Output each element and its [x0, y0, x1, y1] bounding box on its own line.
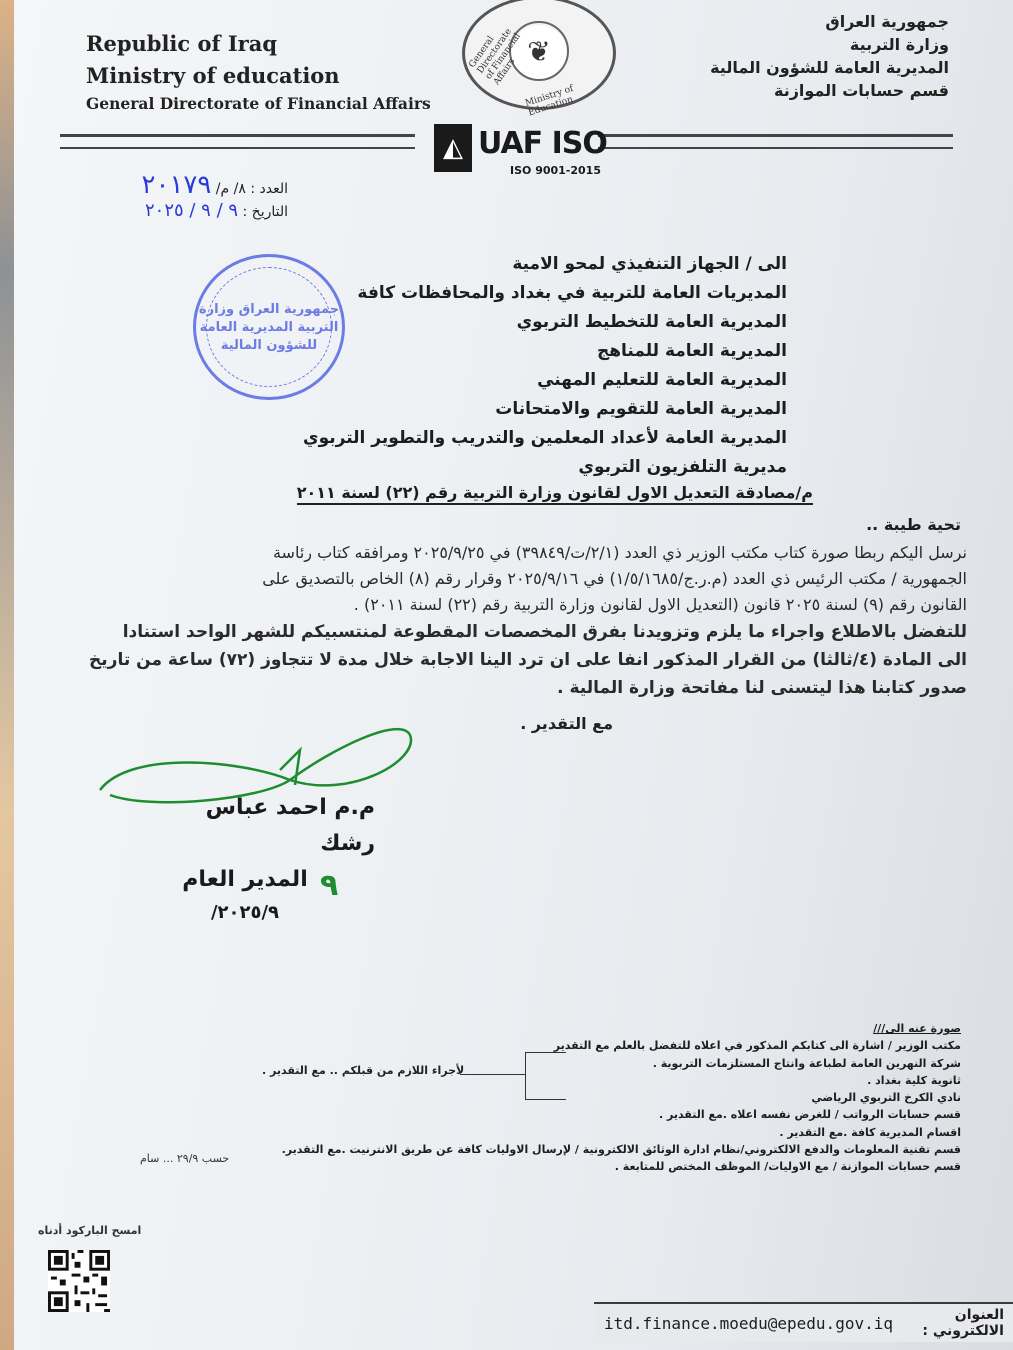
addressee-item: المديرية العامة لأعداد المعلمين والتدريب والتطوير التربوي	[303, 428, 787, 448]
logo-ring-top: General Directorate of Financial Affairs	[467, 26, 523, 88]
addressee-item: الى / الجهاز التنفيذي لمحو الامية	[512, 254, 787, 274]
iso-standard: ISO 9001-2015	[510, 164, 601, 177]
addressee-item: المديرية العامة للتقويم والامتحانات	[495, 399, 787, 419]
signer-date: ٢٠٢٥/٩/	[210, 902, 280, 923]
addressee-item: المديرية العامة للمناهج	[596, 341, 787, 361]
addressee-item: مديرية التلفزيون التربوي	[578, 457, 787, 477]
cc-bracket	[525, 1052, 566, 1100]
addressee-item: المديرية العامة للتخطيط التربوي	[516, 312, 787, 332]
addressee-item: المديرية العامة للتعليم المهني	[537, 370, 787, 390]
copy-to-item: مكتب الوزير / اشارة الى كتابكم المذكور في اعلاه للتفضل بالعلم مع التقدير	[553, 1039, 961, 1053]
reference-date-value: ٩ / ٩ / ٢٠٢٥	[144, 200, 239, 221]
footer-email[interactable]: itd.finance.moedu@epedu.gov.iq	[604, 1313, 893, 1333]
greeting: تحية طيبة ..	[866, 515, 961, 534]
copy-to-item: شركة النهرين العامة لطباعة وانتاج المستلزمات التربوية .	[652, 1056, 961, 1070]
background-edge	[0, 0, 14, 1350]
copy-to-list	[282, 1020, 961, 1176]
writer-mark: حسب ٢٩/٩ ... سام	[140, 1152, 230, 1165]
logo-ring-bottom: Ministry of Education	[524, 83, 575, 119]
footer-bar	[594, 1302, 1013, 1342]
header-en-line3: General Directorate of Financial Affairs	[86, 94, 431, 113]
copy-to-item: قسم تقنية المعلومات والدفع الالكتروني/نظام ادارة الوثائق الالكترونية / لإرسال الاوليات كافة عن طريق الانترنيت .مع التقدير.	[281, 1143, 961, 1157]
ministry-logo	[462, 0, 616, 119]
arabic-header	[710, 10, 949, 102]
reference-number-value: ٢٠١٧٩	[141, 170, 212, 200]
addressee-list	[303, 250, 787, 482]
iso-brand: UAF ISO	[478, 126, 607, 161]
qr-code-icon[interactable]	[48, 1250, 110, 1312]
reference-number	[142, 170, 288, 200]
signer-block	[155, 790, 375, 928]
iso-badge	[478, 126, 607, 177]
header-en-line2: Ministry of education	[86, 63, 340, 88]
header-ar-line1: جمهورية العراق	[825, 12, 949, 31]
signer-name: م.م احمد عباس رشك	[205, 795, 375, 856]
signer-title: المدير العام	[182, 867, 308, 892]
footer-email-label: العنوان الالكتروني :	[922, 1307, 1004, 1339]
copy-to-item: ثانوية كلية بغداد .	[867, 1073, 961, 1087]
letter-subject: م/مصادقة التعديل الاول لقانون وزارة التربية رقم (٢٢) لسنة ٢٠١١	[297, 483, 813, 505]
body-line: صدور كتابنا هذا ليتسنى لنا مفاتحة وزارة المالية .	[557, 678, 967, 698]
copy-to-item: نادي الكرخ التربوي الرياضي	[811, 1091, 961, 1105]
cc-bracket-line	[460, 1074, 526, 1075]
cc-bracket-note: لأجراء اللازم من قبلكم .. مع التقدير .	[262, 1064, 465, 1077]
addressee-item: المديريات العامة للتربية في بغداد والمحافظات كافة	[357, 283, 787, 303]
regards: مع التقدير .	[520, 714, 613, 733]
header-rule-left	[60, 134, 415, 149]
header-ar-line2: وزارة التربية	[849, 35, 949, 54]
reference-date-label: التاريخ :	[242, 204, 288, 220]
handwritten-day: ٩	[320, 868, 339, 903]
body-line: الى المادة (٤/ثالثا) من القرار المذكور انفا على ان ترد الينا الاجابة خلال مدة لا تتجاوز (٧٢) ساعة من تاريخ	[89, 650, 967, 670]
stamp-text: جمهورية العراق وزارة التربية المديرية العامة للشؤون المالية	[198, 302, 340, 353]
body-line: القانون رقم (٩) لسنة ٢٠٢٥ قانون (التعديل الاول لقانون وزارة التربية رقم (٢٢) لسنة ٢٠١١) .	[353, 595, 967, 614]
header-en-line1: Republic of Iraq	[86, 31, 278, 56]
header-ar-line4: قسم حسابات الموازنة	[773, 81, 949, 100]
body-line: نرسل اليكم ربطا صورة كتاب مكتب الوزير ذي العدد (٢/١/ت/٣٩٨٤٩) في ٢٠٢٥/٩/٢٥ ومرافقه كتاب رئاسة	[272, 543, 967, 562]
quality-badge-icon: ◭	[434, 124, 472, 172]
copy-to-heading: صورة عنه الى///	[873, 1022, 961, 1035]
body-line: الجمهورية / مكتب الرئيس ذي العدد (م.ر.ج/١/٥/١٦٨٥) في ٢٠٢٥/٩/١٦ وقرار رقم (٨) الخاص بالتصديق على	[262, 569, 967, 588]
barcode-label: امسح الباركود أدناه	[38, 1224, 142, 1237]
english-header	[86, 28, 431, 116]
book-tree-icon: ❦	[509, 21, 569, 81]
copy-to-item: قسم حسابات الرواتب / للغرض نفسه اعلاه .مع التقدير .	[658, 1108, 961, 1122]
header-rule-right	[598, 134, 953, 149]
letter-body	[44, 540, 967, 702]
copy-to-item: اقسام المديرية كافة .مع التقدير .	[779, 1125, 961, 1139]
copy-to-item: قسم حسابات الموازنة / مع الاوليات/ الموظف المختص للمتابعة .	[614, 1160, 961, 1174]
reference-number-label: العدد : ٨/ م/	[215, 181, 288, 197]
body-line: للتفضل بالاطلاع واجراء ما يلزم وتزويدنا بفرق المخصصات المقطوعة لمنتسبيكم للشهر الواحد استنادا	[122, 622, 967, 642]
header-ar-line3: المديرية العامة للشؤون المالية	[710, 58, 949, 77]
reference-date	[145, 200, 288, 221]
